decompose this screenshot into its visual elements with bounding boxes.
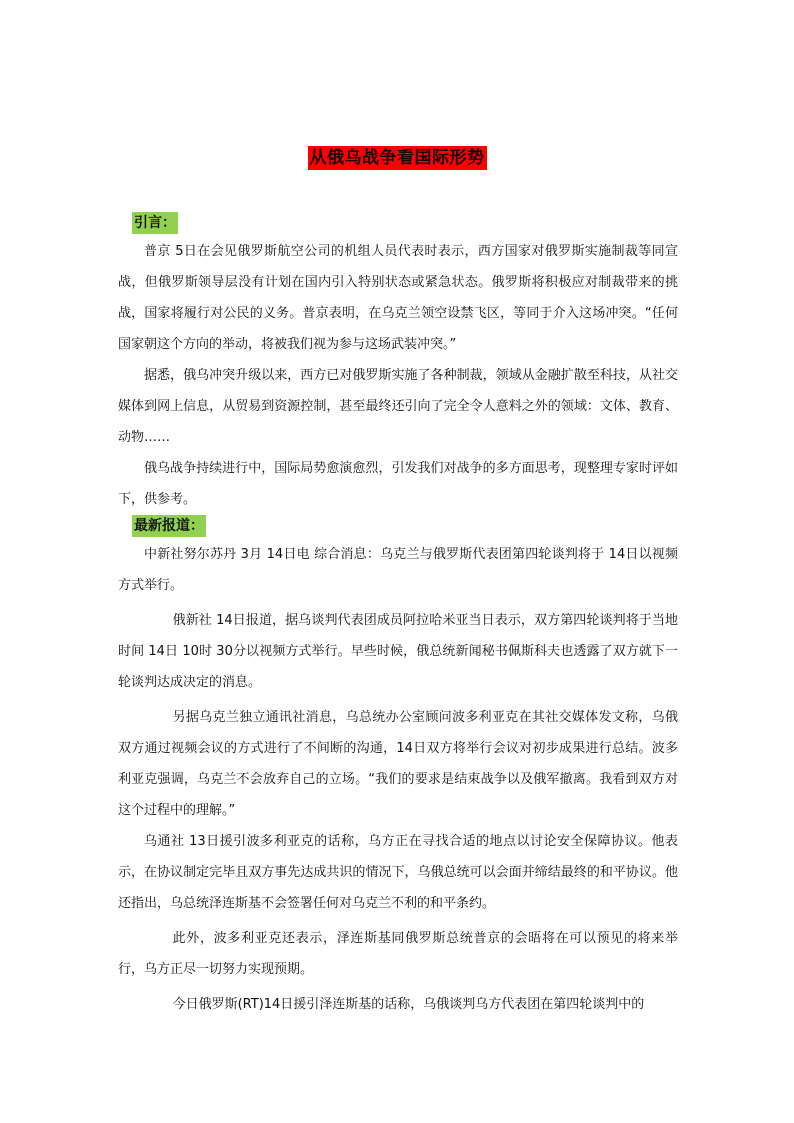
document-title: 从俄乌战争看国际形势 (309, 148, 485, 168)
section-latest-news (118, 515, 678, 1020)
title-container (0, 146, 794, 170)
paragraph: 中新社努尔苏丹 3月 14日电 综合消息：乌克兰与俄罗斯代表团第四轮谈判将于 14日以视频方式举行。 (118, 547, 678, 593)
paragraph: 俄新社 14日报道，据乌谈判代表团成员阿拉哈米亚当日表示，双方第四轮谈判将于当地时间 14日 10时 30分以视频方式举行。早些时候，俄总统新闻秘书佩斯科夫也透露了双方就下一轮谈判达成决定的消息。 (118, 613, 678, 690)
section-intro (118, 212, 678, 515)
paragraph: 俄乌战争持续进行中，国际局势愈演愈烈，引发我们对战争的多方面思考，现整理专家时评如下，供参考。 (118, 461, 678, 507)
paragraph: 此外，波多利亚克还表示，泽连斯基同俄罗斯总统普京的会晤将在可以预见的将来举行，乌方正尽一切努力实现预期。 (118, 931, 678, 977)
paragraph: 普京 5日在会见俄罗斯航空公司的机组人员代表时表示，西方国家对俄罗斯实施制裁等同宣战，但俄罗斯领导层没有计划在国内引入特别状态或紧急状态。俄罗斯将积极应对制裁带来的挑战，国家将履行对公民的义务。普京表明，在乌克兰领空设禁飞区，等同于介入这场冲突。“任何国家朝这个方向的举动，将被我们视为参与这场武装冲突。” (118, 244, 678, 352)
paragraph: 另据乌克兰独立通讯社消息，乌总统办公室顾问波多利亚克在其社交媒体发文称，乌俄双方通过视频会议的方式进行了不间断的沟通，14日双方将举行会议对初步成果进行总结。波多利亚克强调，乌克兰不会放弃自己的立场。“我们的要求是结束战争以及俄军撤离。我看到双方对这个过程中的理解。” (118, 710, 678, 818)
section-heading-latest-news: 最新报道： (132, 515, 206, 537)
document-body (118, 212, 678, 1020)
paragraph: 乌通社 13日援引波多利亚克的话称，乌方正在寻找合适的地点以讨论安全保障协议。他表示，在协议制定完毕且双方事先达成共识的情况下，乌俄总统可以会面并缔结最终的和平协议。他还指出，乌总统泽连斯基不会签署任何对乌克兰不利的和平条约。 (118, 834, 678, 911)
paragraph: 据悉，俄乌冲突升级以来，西方已对俄罗斯实施了各种制裁，领域从金融扩散至科技，从社交媒体到网上信息，从贸易到资源控制，甚至最终还引向了完全令人意料之外的领域：文体、教育、动物…… (118, 368, 678, 445)
paragraph: 今日俄罗斯(RT)14日援引泽连斯基的话称，乌俄谈判乌方代表团在第四轮谈判中的 (172, 997, 645, 1012)
section-heading-intro: 引言： (132, 212, 178, 234)
